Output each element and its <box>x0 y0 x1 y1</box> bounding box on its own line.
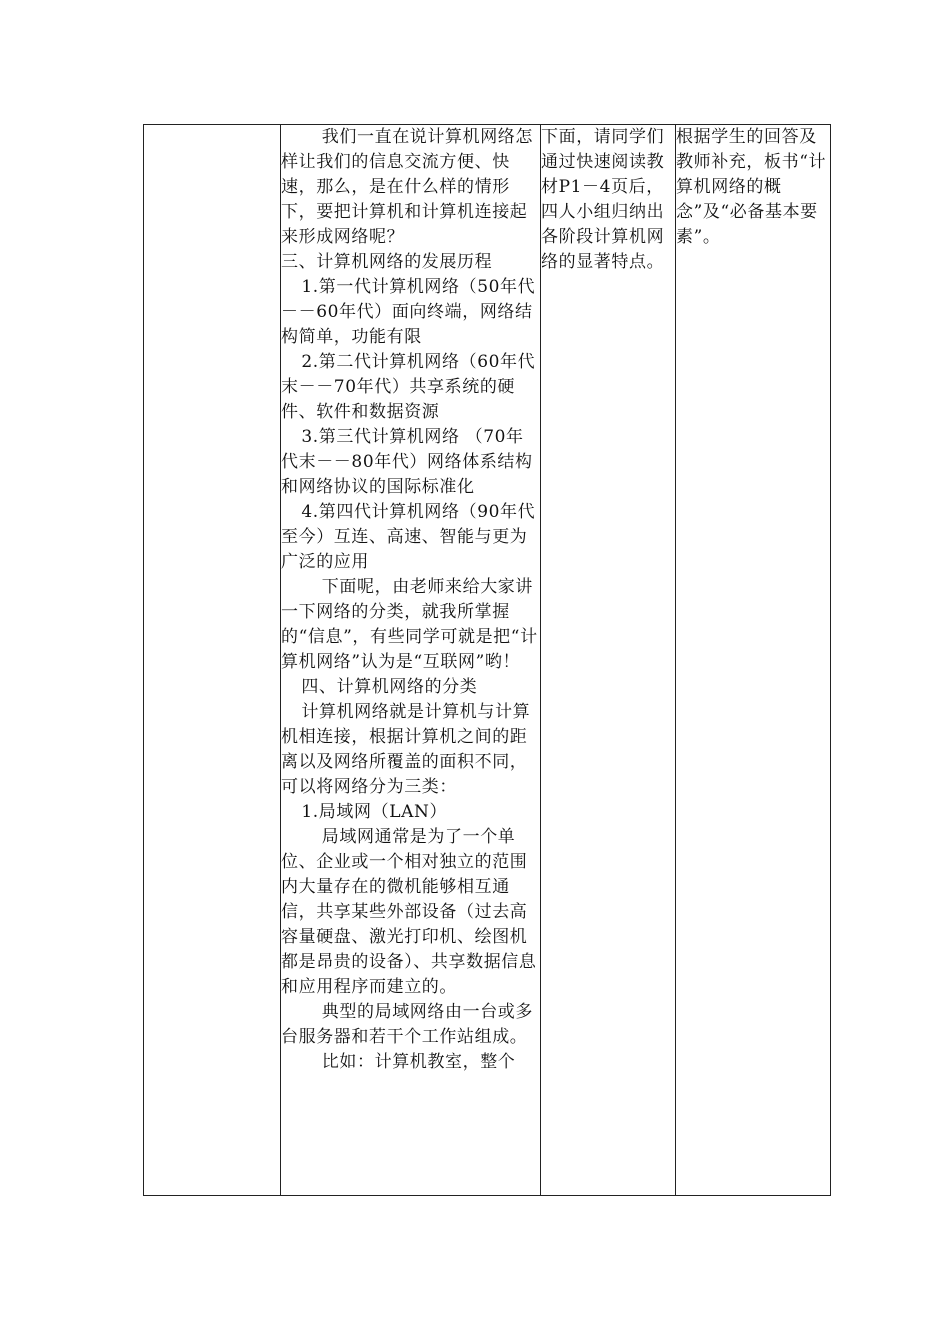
content-paragraph: 比如：计算机教室，整个 <box>321 1052 516 1072</box>
content-paragraph: 下面呢，由老师来给大家讲一下网络的分类，就我所掌握的“信息”，有些同学可就是把“计算机网络”认为是“互联网”哟！ <box>281 577 538 672</box>
content-paragraph: 典型的局域网络由一台或多台服务器和若干个工作站组成。 <box>281 1002 533 1047</box>
student-activity-cell <box>541 125 676 1196</box>
design-intent-text: 根据学生的回答及教师补充，板书“计算机网络的概念”及“必备基本要素”。 <box>676 127 827 247</box>
content-paragraph: 2.第二代计算机网络（60年代末－－70年代）共享系统的硬件、软件和数据资源 <box>281 352 536 422</box>
content-paragraph: 4.第四代计算机网络（90年代至今）互连、高速、智能与更为广泛的应用 <box>281 502 536 572</box>
content-paragraph: 局域网通常是为了一个单位、企业或一个相对独立的范围内大量存在的微机能够相互通信，共享某些外部设备（过去高容量硬盘、激光打印机、绘图机都是昂贵的设备）、共享数据信息和应用程序而建立的。 <box>281 827 537 997</box>
lesson-plan-table <box>143 124 831 1196</box>
student-activity-text: 下面，请同学们通过快速阅读教材P1－4页后，四人小组归纳出各阶段计算机网络的显著特点。 <box>541 127 665 272</box>
content-paragraph: 三、计算机网络的发展历程 <box>281 252 493 272</box>
design-intent-cell <box>676 125 831 1196</box>
content-paragraph: 3.第三代计算机网络 （70年代末－－80年代）网络体系结构和网络协议的国际标准化 <box>281 427 533 497</box>
left-column-cell <box>144 125 281 1196</box>
content-paragraph: 计算机网络就是计算机与计算机相连接，根据计算机之间的距离以及网络所覆盖的面积不同，可以将网络分为三类： <box>281 702 531 797</box>
content-paragraph: 四、计算机网络的分类 <box>301 677 478 697</box>
content-paragraph: 1.局域网（LAN） <box>301 802 448 822</box>
table-row <box>144 125 831 1196</box>
content-paragraph: 我们一直在说计算机网络怎样让我们的信息交流方便、快速，那么，是在什么样的情形下，要把计算机和计算机连接起来形成网络呢？ <box>281 127 533 247</box>
teaching-content-cell <box>281 125 541 1196</box>
content-paragraph: 1.第一代计算机网络（50年代－－60年代）面向终端，网络结构简单，功能有限 <box>281 277 536 347</box>
